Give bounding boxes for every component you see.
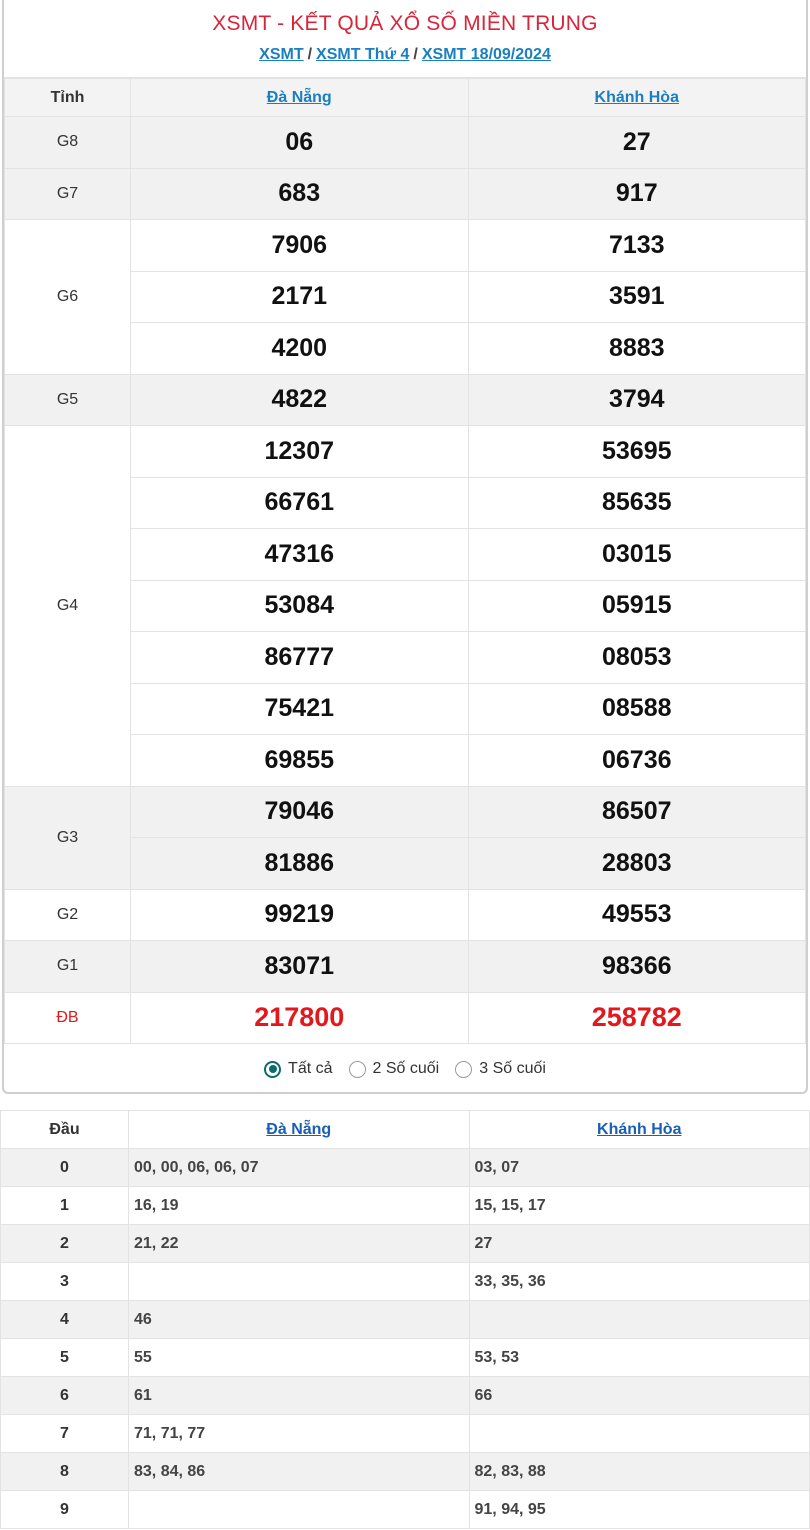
number-da-nang: 4200 (131, 323, 469, 375)
number-khanh-hoa: 08053 (468, 632, 806, 684)
prize-label: G8 (5, 117, 131, 169)
radio-checked-icon[interactable] (264, 1061, 281, 1078)
loto-values-khanh-hoa (469, 1415, 810, 1453)
prize-row (5, 786, 806, 838)
province-link-da-nang[interactable]: Đà Nẵng (266, 88, 332, 106)
loto-row (1, 1301, 810, 1339)
filter-option-label: 2 Số cuối (372, 1060, 440, 1077)
loto-values-da-nang (129, 1491, 470, 1529)
number-da-nang: 75421 (131, 683, 469, 735)
breadcrumb-separator: / (413, 46, 418, 63)
radio-unchecked-icon[interactable] (455, 1061, 472, 1078)
loto-values-khanh-hoa (469, 1301, 810, 1339)
column-header-da-nang (131, 79, 469, 117)
head-digit: 4 (1, 1301, 129, 1339)
breadcrumb-separator: / (307, 46, 313, 63)
loto-values-da-nang: 00, 00, 06, 06, 07 (129, 1149, 470, 1187)
loto-values-khanh-hoa: 91, 94, 95 (469, 1491, 810, 1529)
breadcrumb (4, 46, 806, 64)
loto-values-khanh-hoa: 53, 53 (469, 1339, 810, 1377)
number-da-nang: 66761 (131, 477, 469, 529)
filter-option-1[interactable] (349, 1060, 440, 1078)
number-khanh-hoa: 98366 (468, 941, 806, 993)
number-da-nang: 47316 (131, 529, 469, 581)
loto-values-khanh-hoa: 33, 35, 36 (469, 1263, 810, 1301)
number-khanh-hoa: 917 (468, 168, 806, 220)
prize-label: G2 (5, 889, 131, 941)
head-digit: 0 (1, 1149, 129, 1187)
loto-table (0, 1110, 810, 1529)
number-da-nang: 12307 (131, 426, 469, 478)
digit-filter (4, 1044, 806, 1094)
results-body (5, 117, 806, 1044)
head-digit: 9 (1, 1491, 129, 1529)
loto-column-header-da-nang (129, 1111, 470, 1149)
loto-row (1, 1415, 810, 1453)
number-da-nang: 2171 (131, 271, 469, 323)
head-digit: 8 (1, 1453, 129, 1491)
head-digit: 7 (1, 1415, 129, 1453)
number-da-nang: 99219 (131, 889, 469, 941)
prize-label: G3 (5, 786, 131, 889)
number-da-nang: 53084 (131, 580, 469, 632)
number-da-nang: 06 (131, 117, 469, 169)
loto-values-khanh-hoa: 82, 83, 88 (469, 1453, 810, 1491)
loto-values-da-nang: 83, 84, 86 (129, 1453, 470, 1491)
number-khanh-hoa: 85635 (468, 477, 806, 529)
filter-option-label: 3 Số cuối (479, 1060, 546, 1077)
radio-unchecked-icon[interactable] (349, 1061, 366, 1078)
head-digit: 1 (1, 1187, 129, 1225)
loto-row (1, 1187, 810, 1225)
number-khanh-hoa: 08588 (468, 683, 806, 735)
filter-option-0[interactable] (264, 1060, 332, 1078)
prize-row (5, 941, 806, 993)
breadcrumb-link-date[interactable]: XSMT 18/09/2024 (421, 46, 551, 63)
prize-label: ĐB (5, 992, 131, 1044)
loto-values-da-nang: 46 (129, 1301, 470, 1339)
loto-values-da-nang: 71, 71, 77 (129, 1415, 470, 1453)
breadcrumb-link-weekday[interactable]: XSMT Thứ 4 (316, 46, 410, 63)
prize-row (5, 168, 806, 220)
loto-province-link-da-nang[interactable]: Đà Nẵng (266, 1120, 332, 1138)
prize-label: G4 (5, 426, 131, 787)
loto-values-da-nang (129, 1263, 470, 1301)
prize-label: G7 (5, 168, 131, 220)
loto-values-khanh-hoa: 27 (469, 1225, 810, 1263)
prize-row (5, 117, 806, 169)
head-digit: 2 (1, 1225, 129, 1263)
number-da-nang: 79046 (131, 786, 469, 838)
loto-values-khanh-hoa: 66 (469, 1377, 810, 1415)
loto-body (1, 1149, 810, 1529)
number-khanh-hoa: 3794 (468, 374, 806, 426)
number-khanh-hoa: 53695 (468, 426, 806, 478)
filter-option-2[interactable] (455, 1060, 546, 1078)
number-khanh-hoa: 05915 (468, 580, 806, 632)
loto-values-da-nang: 61 (129, 1377, 470, 1415)
column-header-head-digit: Đầu (1, 1111, 129, 1149)
number-da-nang: 683 (131, 168, 469, 220)
prize-label: G1 (5, 941, 131, 993)
number-khanh-hoa: 06736 (468, 735, 806, 787)
head-digit: 3 (1, 1263, 129, 1301)
column-header-province: Tỉnh (5, 79, 131, 117)
loto-values-khanh-hoa: 15, 15, 17 (469, 1187, 810, 1225)
number-da-nang: 4822 (131, 374, 469, 426)
loto-row (1, 1263, 810, 1301)
number-khanh-hoa: 03015 (468, 529, 806, 581)
head-digit: 5 (1, 1339, 129, 1377)
breadcrumb-link-xsmt[interactable]: XSMT (259, 46, 304, 63)
number-khanh-hoa: 3591 (468, 271, 806, 323)
prize-row (5, 889, 806, 941)
loto-values-da-nang: 55 (129, 1339, 470, 1377)
number-da-nang: 81886 (131, 838, 469, 890)
prize-label: G5 (5, 374, 131, 426)
prize-label: G6 (5, 220, 131, 375)
results-table (4, 78, 806, 1044)
number-khanh-hoa: 8883 (468, 323, 806, 375)
loto-row (1, 1491, 810, 1529)
province-link-khanh-hoa[interactable]: Khánh Hòa (594, 88, 679, 106)
results-card (2, 0, 808, 1094)
prize-row (5, 992, 806, 1044)
loto-row (1, 1339, 810, 1377)
loto-values-da-nang: 16, 19 (129, 1187, 470, 1225)
prize-row (5, 374, 806, 426)
number-da-nang: 83071 (131, 941, 469, 993)
number-khanh-hoa: 27 (468, 117, 806, 169)
number-da-nang: 86777 (131, 632, 469, 684)
results-header (4, 0, 806, 78)
number-da-nang: 217800 (131, 992, 469, 1044)
column-header-khanh-hoa (468, 79, 806, 117)
loto-row (1, 1453, 810, 1491)
loto-values-da-nang: 21, 22 (129, 1225, 470, 1263)
number-khanh-hoa: 49553 (468, 889, 806, 941)
loto-row (1, 1225, 810, 1263)
number-khanh-hoa: 28803 (468, 838, 806, 890)
loto-row (1, 1377, 810, 1415)
number-khanh-hoa: 258782 (468, 992, 806, 1044)
loto-values-khanh-hoa: 03, 07 (469, 1149, 810, 1187)
number-khanh-hoa: 86507 (468, 786, 806, 838)
number-da-nang: 7906 (131, 220, 469, 272)
number-da-nang: 69855 (131, 735, 469, 787)
page-title: XSMT - KẾT QUẢ XỔ SỐ MIỀN TRUNG (212, 12, 598, 35)
results-header-row (5, 79, 806, 117)
number-khanh-hoa: 7133 (468, 220, 806, 272)
loto-column-header-khanh-hoa (469, 1111, 810, 1149)
prize-row (5, 220, 806, 272)
loto-province-link-khanh-hoa[interactable]: Khánh Hòa (597, 1120, 682, 1138)
prize-row (5, 426, 806, 478)
head-digit: 6 (1, 1377, 129, 1415)
loto-row (1, 1149, 810, 1187)
loto-header-row (1, 1111, 810, 1149)
filter-option-label: Tất cả (288, 1060, 333, 1077)
